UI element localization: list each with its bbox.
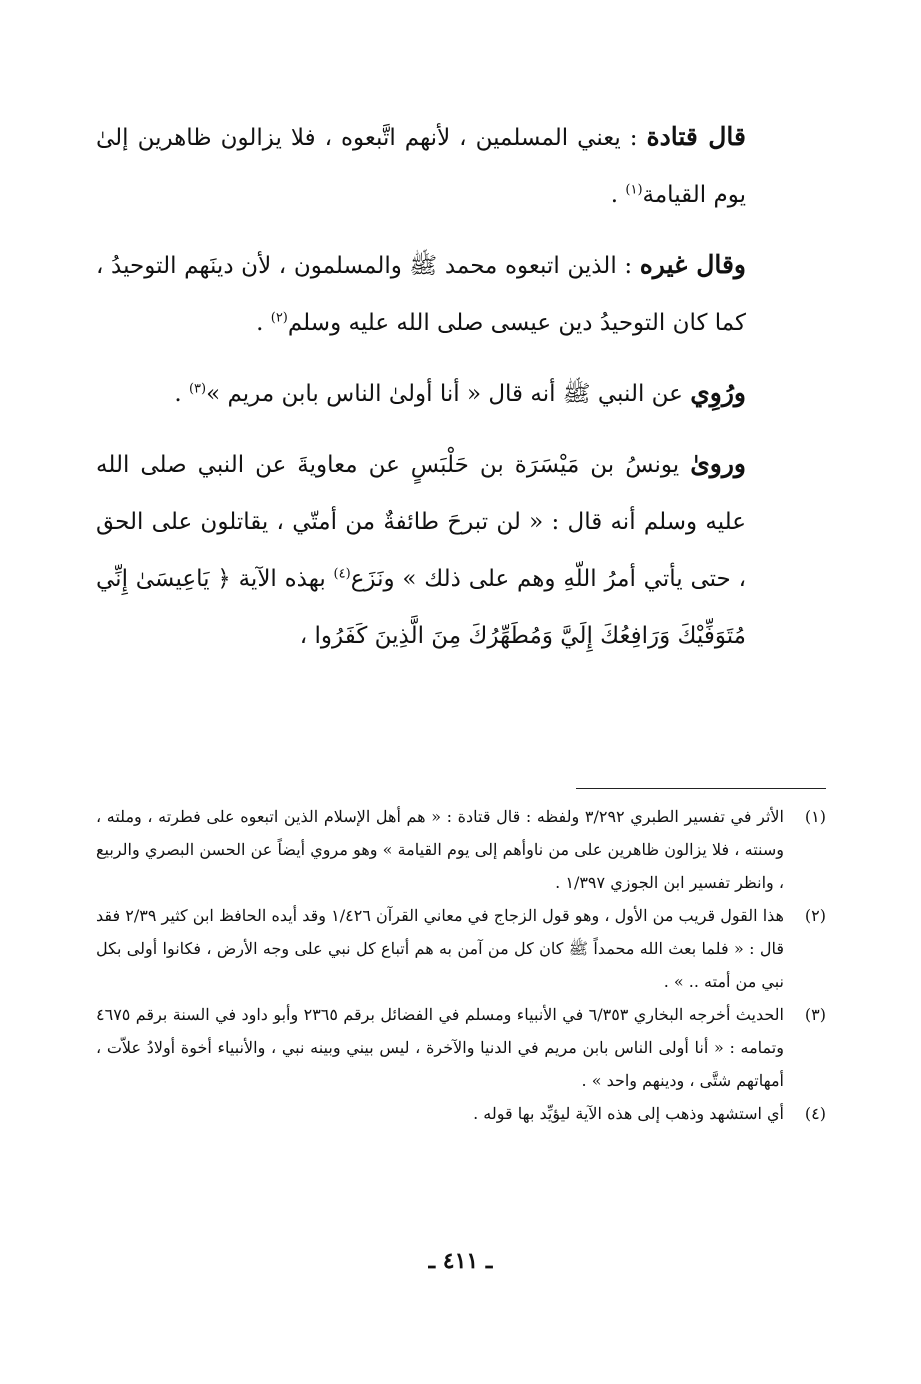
- footnote-item: [96, 800, 826, 899]
- paragraph-lead: ورُوِي: [690, 378, 746, 407]
- paragraph-other: [96, 236, 746, 352]
- footnotes: [96, 800, 826, 1130]
- footnote-text: أي استشهد وذهب إلى هذه الآية ليؤيِّد بها قوله .: [473, 1104, 784, 1123]
- footnote-ref: (١): [625, 182, 643, 198]
- paragraph-yunus: [96, 435, 746, 665]
- footnote-item: [96, 899, 826, 998]
- paragraph-qatada: [96, 108, 746, 224]
- footnote-number: (١): [804, 807, 826, 826]
- footnote-text: هذا القول قريب من الأول ، وهو قول الزجاج في معاني القرآن ١/٤٢٦ وقد أيده الحافظ ابن كثير ٢/٣٩ فقد قال : « فلما بعث الله محمداً ﷺ كان كل من آمن به هم أتباع كل نبي على وجه الأرض ، فكانوا أولى بكل نبي من أمته .. » .: [96, 906, 784, 991]
- paragraph-text: : يعني المسلمين ، لأنهم اتَّبعوه ، فلا يزالون ظاهرين إلىٰ يوم القيامة: [96, 125, 746, 208]
- footnote-number: (٣): [804, 1005, 826, 1024]
- footnote-item: [96, 1097, 826, 1130]
- page-number: ـ ٤١١ ـ: [428, 1248, 493, 1274]
- paragraph-narrated: [96, 364, 746, 423]
- paragraph-lead: قال قتادة: [646, 122, 746, 151]
- footnote-separator: [576, 788, 826, 789]
- paragraph-lead: وقال غيره: [639, 250, 746, 279]
- paragraph-tail: .: [610, 182, 626, 208]
- paragraph-text: يونسُ بن مَيْسَرَة بن حَلْبَسٍ عن معاويةَ عن النبي صلى الله عليه وسلم أنه قال : « لن تبرحَ طائفةٌ من أمتّي ، يقاتلون على الحق ، حتى يأتي أمرُ اللّهِ وهم على ذلك » ونَزَع: [96, 452, 746, 592]
- footnote-item: [96, 998, 826, 1097]
- paragraph-tail: .: [174, 381, 189, 407]
- paragraph-text: : الذين اتبعوه محمد ﷺ والمسلمون ، لأن دينَهم التوحيدُ ، كما كان التوحيدُ دين عيسى صلى الله عليه وسلم: [96, 253, 746, 336]
- footnote-ref: (٤): [333, 566, 351, 582]
- footnote-ref: (٣): [188, 381, 207, 397]
- paragraph-tail: .: [256, 310, 271, 336]
- paragraph-lead: وروىٰ: [690, 449, 746, 478]
- main-text: [96, 108, 746, 665]
- footnote-ref: (٢): [270, 310, 288, 326]
- footnote-text: الأثر في تفسير الطبري ٣/٢٩٢ ولفظه : قال قتادة : « هم أهل الإسلام الذين اتبعوه على فطرته ، وملته ، وسنته ، فلا يزالون ظاهرين على من ناوأهم إلى يوم القيامة » وهو مروي أيضاً عن الحسن البصري والربيع ، وانظر تفسير ابن الجوزي ١/٣٩٧ .: [96, 807, 785, 892]
- paragraph-text: عن النبي ﷺ أنه قال « أنا أولىٰ الناس بابن مريم »: [206, 381, 683, 407]
- footnote-number: (٤): [804, 1104, 826, 1123]
- paragraph-tail: بهذه الآية ﴿ يَاعِيسَىٰ إِنِّي مُتَوَفِّيْكَ وَرَافِعُكَ إِلَيَّ وَمُطَهِّرُكَ مِنَ الَّذِينَ كَفَرُوا ،: [96, 566, 746, 649]
- footnote-text: الحديث أخرجه البخاري ٦/٣٥٣ في الأنبياء ومسلم في الفضائل برقم ٢٣٦٥ وأبو داود في السنة برقم ٤٦٧٥ وتمامه : « أنا أولى الناس بابن مريم في الدنيا والآخرة ، ليس بيني وبينه نبي ، والأنبياء أخوة أولادُ علاّت ، أمهاتهم شتَّى ، ودينهم واحد » .: [96, 1005, 784, 1090]
- footnote-number: (٢): [804, 906, 826, 925]
